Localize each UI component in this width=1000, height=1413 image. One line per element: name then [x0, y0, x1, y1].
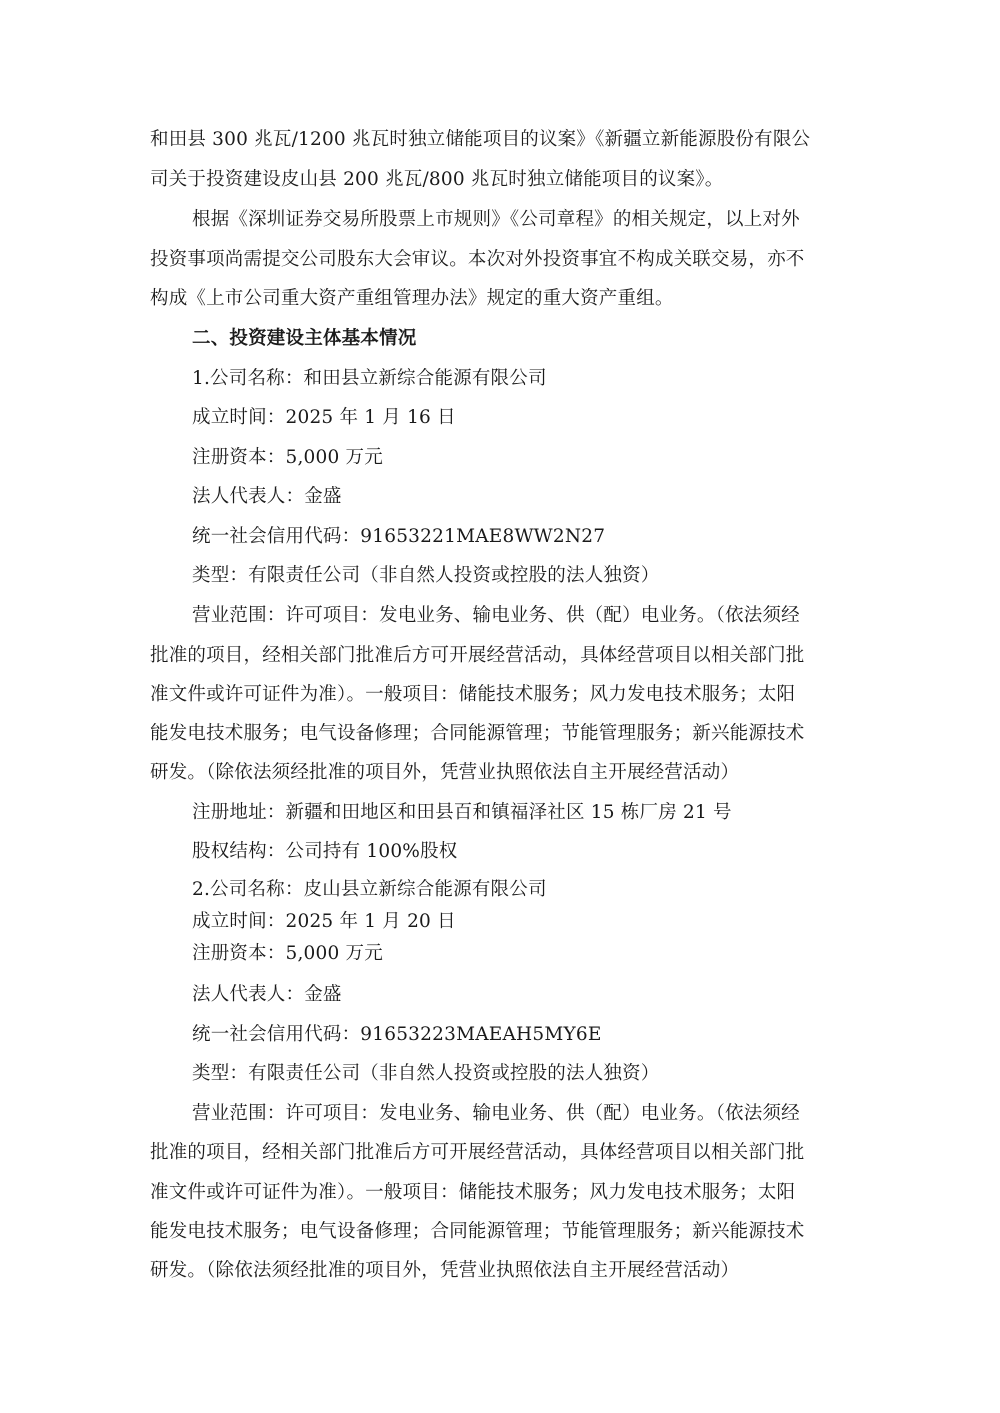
company-2-scope-line-3: 准文件或许可证件为准）。一般项目：储能技术服务；风力发电技术服务；太阳 [150, 1182, 796, 1203]
company-2-credit-code: 统一社会信用代码：91653223MAEAH5MY6E [192, 1024, 602, 1045]
intro-line-2: 司关于投资建设皮山县 200 兆瓦/800 兆瓦时独立储能项目的议案》。 [150, 169, 724, 190]
company-2-scope-line-4: 能发电技术服务；电气设备修理；合同能源管理；节能管理服务；新兴能源技术 [150, 1221, 805, 1242]
approval-line-3: 构成《上市公司重大资产重组管理办法》规定的重大资产重组。 [150, 288, 674, 309]
company-2-name: 2.公司名称：皮山县立新综合能源有限公司 [192, 879, 547, 900]
company-1-scope-line-1: 营业范围：许可项目：发电业务、输电业务、供（配）电业务。（依法须经 [192, 605, 800, 626]
company-1-name: 1.公司名称：和田县立新综合能源有限公司 [192, 368, 547, 389]
intro-line-1: 和田县 300 兆瓦/1200 兆瓦时独立储能项目的议案》《新疆立新能源股份有限公 [150, 129, 811, 150]
company-1-scope-line-5: 研发。（除依法须经批准的项目外，凭营业执照依法自主开展经营活动） [150, 762, 740, 783]
company-1-credit-code: 统一社会信用代码：91653221MAE8WW2N27 [192, 526, 606, 547]
company-1-representative: 法人代表人：金盛 [192, 486, 342, 507]
company-2-scope-line-1: 营业范围：许可项目：发电业务、输电业务、供（配）电业务。（依法须经 [192, 1103, 800, 1124]
company-1-established: 成立时间：2025 年 1 月 16 日 [192, 407, 456, 428]
company-1-equity: 股权结构：公司持有 100%股权 [192, 841, 458, 862]
approval-line-2: 投资事项尚需提交公司股东大会审议。本次对外投资事宜不构成关联交易，亦不 [150, 249, 805, 270]
company-2-capital: 注册资本：5,000 万元 [192, 943, 383, 964]
company-2-scope-line-2: 批准的项目，经相关部门批准后方可开展经营活动，具体经营项目以相关部门批 [150, 1142, 805, 1163]
company-2-established: 成立时间：2025 年 1 月 20 日 [192, 911, 456, 932]
company-1-type: 类型：有限责任公司（非自然人投资或控股的法人独资） [192, 565, 660, 586]
company-1-capital: 注册资本：5,000 万元 [192, 447, 383, 468]
company-1-scope-line-2: 批准的项目，经相关部门批准后方可开展经营活动，具体经营项目以相关部门批 [150, 645, 805, 666]
approval-line-1: 根据《深圳证券交易所股票上市规则》《公司章程》的相关规定，以上对外 [192, 209, 800, 230]
company-2-representative: 法人代表人：金盛 [192, 984, 342, 1005]
company-2-scope-line-5: 研发。（除依法须经批准的项目外，凭营业执照依法自主开展经营活动） [150, 1260, 740, 1281]
company-1-scope-line-3: 准文件或许可证件为准）。一般项目：储能技术服务；风力发电技术服务；太阳 [150, 684, 796, 705]
company-2-type: 类型：有限责任公司（非自然人投资或控股的法人独资） [192, 1063, 660, 1084]
company-1-scope-line-4: 能发电技术服务；电气设备修理；合同能源管理；节能管理服务；新兴能源技术 [150, 723, 805, 744]
company-1-address: 注册地址：新疆和田地区和田县百和镇福泽社区 15 栋厂房 21 号 [192, 802, 732, 823]
section-heading: 二、投资建设主体基本情况 [192, 328, 417, 349]
